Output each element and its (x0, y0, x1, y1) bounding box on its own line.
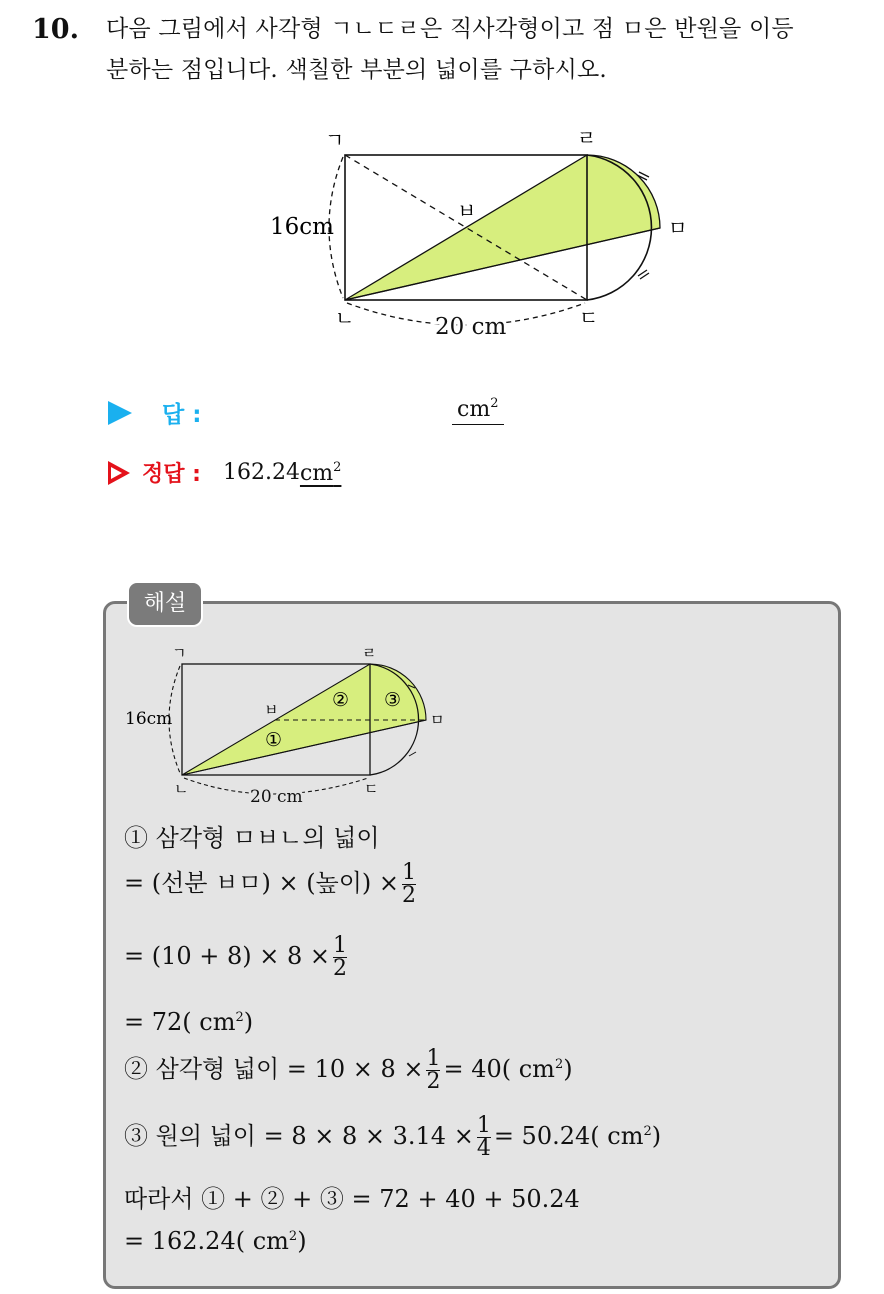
solution-line-5: ② 삼각형 넓이 = 10 × 8 × $\frac{1}{2}$ = 40( $cm^2$) (124, 1046, 573, 1094)
label-m: ㅁ (668, 216, 688, 240)
solution-line-6: ③ 원의 넓이 = 8 × 8 × 3.14 × $\frac{1}{4}$ = 50.24( $cm^2$) (124, 1113, 662, 1161)
question-text-line2: 분하는 점입니다. 색칠한 부분의 넓이를 구하시오. (106, 57, 607, 83)
question-text-line1: 다음 그림에서 사각형 ㄱㄴㄷㄹ은 직사각형이고 점 ㅁ은 반원을 이등 (106, 16, 794, 42)
label-g-small: ㄱ (172, 644, 187, 662)
label-n: ㄴ (335, 306, 355, 330)
width-label-small: 20 cm (250, 787, 303, 807)
correct-answer-unit: $cm^2$ (299, 459, 342, 486)
region-1-label: ① (265, 729, 283, 751)
correct-answer-value: 162.24 (222, 460, 300, 485)
label-b-small: ㅂ (264, 701, 279, 719)
play-arrow-icon (108, 401, 132, 425)
answer-blank[interactable] (452, 396, 504, 425)
solution-line-1: ① 삼각형 ㅁㅂㄴ의 넓이 (124, 824, 380, 852)
fraction-half: $\frac{1}{2}$ (426, 1046, 441, 1094)
label-m-small: ㅁ (430, 711, 445, 729)
fraction-half: $\frac{1}{2}$ (333, 933, 348, 981)
solution-line-4: = 72( $cm^2$) (124, 1008, 254, 1036)
height-label-small: 16cm (125, 709, 173, 729)
correct-answer-label: 정답 : (142, 462, 201, 487)
answer-label: 답 : (162, 402, 202, 428)
solution-line-7: 따라서 ① + ② + ③ = 72 + 40 + 50.24 (124, 1185, 580, 1213)
label-d: ㄷ (579, 306, 599, 330)
explanation-figure (120, 642, 460, 812)
shaded-region (345, 155, 660, 300)
solution-line-3: = (10 + 8) × 8 × $\frac{1}{2}$ (124, 933, 348, 981)
outline-arrow-icon (108, 461, 130, 485)
height-label: 16cm (270, 214, 334, 240)
label-r-small: ㄹ (362, 644, 377, 662)
answer-unit-sup: 2 (490, 396, 499, 411)
solution-line-2: = (선분 ㅂㅁ) × (높이) × $\frac{1}{2}$ (124, 860, 417, 908)
region-3-label: ③ (384, 689, 402, 711)
answer-row (108, 396, 201, 429)
solution-line-8: = 162.24( $cm^2$) (124, 1227, 307, 1255)
answer-unit: cm (457, 397, 491, 422)
question-number: 10. (32, 14, 79, 45)
tick-small-bottom (409, 752, 416, 756)
fraction-half: $\frac{1}{2}$ (402, 860, 417, 908)
problem-figure (255, 122, 700, 347)
correct-answer-row (108, 457, 341, 488)
fraction-quarter: $\frac{1}{4}$ (476, 1113, 491, 1161)
label-r: ㄹ (577, 126, 597, 150)
label-b: ㅂ (457, 199, 477, 223)
region-2-label: ② (332, 689, 350, 711)
label-n-small: ㄴ (174, 780, 189, 798)
label-g: ㄱ (325, 128, 345, 152)
width-label: 20 cm (435, 314, 507, 340)
label-d-small: ㄷ (364, 780, 379, 798)
explanation-tag: 해설 (127, 581, 203, 627)
